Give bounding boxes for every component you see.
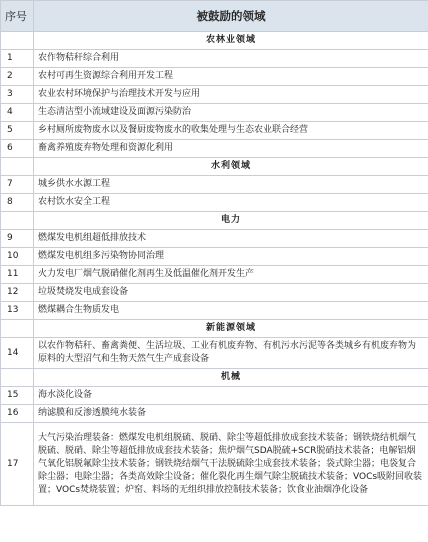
- row-number: 7: [1, 176, 34, 194]
- section-row: [1, 32, 428, 50]
- section-index-empty: [1, 320, 34, 338]
- row-text: 海水淡化设备: [34, 387, 428, 405]
- table-row: [1, 248, 428, 266]
- row-text: 农村饮水安全工程: [34, 194, 428, 212]
- section-title: 电力: [34, 212, 428, 230]
- row-number: 1: [1, 50, 34, 68]
- table-row: [1, 302, 428, 320]
- section-row: [1, 212, 428, 230]
- section-index-empty: [1, 212, 34, 230]
- table-row: [1, 405, 428, 423]
- row-number: 15: [1, 387, 34, 405]
- table-row: [1, 284, 428, 302]
- row-number: 14: [1, 338, 34, 369]
- row-number: 10: [1, 248, 34, 266]
- row-number: 8: [1, 194, 34, 212]
- section-index-empty: [1, 369, 34, 387]
- table-row: [1, 104, 428, 122]
- section-row: [1, 158, 428, 176]
- row-text: 燃煤发电机组多污染物协同治理: [34, 248, 428, 266]
- row-number: 3: [1, 86, 34, 104]
- row-number: 12: [1, 284, 34, 302]
- row-number: 16: [1, 405, 34, 423]
- row-text: 农业农村环境保护与治理技术开发与应用: [34, 86, 428, 104]
- row-number: 2: [1, 68, 34, 86]
- table-row: [1, 423, 428, 506]
- row-text: 燃煤耦合生物质发电: [34, 302, 428, 320]
- header-index: 序号: [1, 1, 34, 32]
- row-text: 燃煤发电机组超低排放技术: [34, 230, 428, 248]
- row-number: 17: [1, 423, 34, 506]
- row-text: 大气污染治理装备：燃煤发电机组脱硫、脱硝、除尘等超低排放成套技术装备；钢铁烧结机烟气脱硫、脱硝、除尘等超低排放成套技术装备；焦炉烟气SDA脱硫+SCR脱硝技术装备；电解铝烟气氧化铝脱氟除尘技术装备；钢铁烧结烟气干法脱硫除尘成套技术装备；袋式除尘器；电袋复合除尘器；电除尘器；各类高效除尘设备；催化裂化再生烟气除尘脱硫技术装备；VOCs吸附回收装置；VOCs焚烧装置；炉窑、料场的无组织排放控制技术装备；饮食业油烟净化设备: [34, 423, 428, 506]
- table-row: [1, 50, 428, 68]
- section-title: 机械: [34, 369, 428, 387]
- row-text: 城乡供水水源工程: [34, 176, 428, 194]
- row-text: 以农作物秸秆、畜禽粪便、生活垃圾、工业有机废弃物、有机污水污泥等各类城乡有机废弃物为原料的大型沼气和生物天然气生产成套设备: [34, 338, 428, 369]
- header-field: 被鼓励的领域: [34, 1, 428, 32]
- table-row: [1, 140, 428, 158]
- table-row: [1, 194, 428, 212]
- row-number: 11: [1, 266, 34, 284]
- section-title: 新能源领域: [34, 320, 428, 338]
- section-title: 农林业领域: [34, 32, 428, 50]
- row-text: 农作物秸秆综合利用: [34, 50, 428, 68]
- table-row: [1, 338, 428, 369]
- table-header-row: [1, 1, 428, 32]
- section-index-empty: [1, 32, 34, 50]
- section-index-empty: [1, 158, 34, 176]
- section-row: [1, 320, 428, 338]
- table-row: [1, 230, 428, 248]
- table-row: [1, 176, 428, 194]
- row-text: 乡村厕所废物废水以及餐厨废物废水的收集处理与生态农业联合经营: [34, 122, 428, 140]
- row-text: 垃圾焚烧发电成套设备: [34, 284, 428, 302]
- row-number: 5: [1, 122, 34, 140]
- row-text: 纳滤膜和反渗透膜纯水装备: [34, 405, 428, 423]
- row-number: 4: [1, 104, 34, 122]
- table-row: [1, 266, 428, 284]
- section-row: [1, 369, 428, 387]
- section-title: 水利领域: [34, 158, 428, 176]
- row-text: 生态清洁型小流域建设及面源污染防治: [34, 104, 428, 122]
- table-row: [1, 68, 428, 86]
- table-row: [1, 387, 428, 405]
- table-row: [1, 122, 428, 140]
- row-text: 农村可再生资源综合利用开发工程: [34, 68, 428, 86]
- row-number: 13: [1, 302, 34, 320]
- table-row: [1, 86, 428, 104]
- row-text: 畜禽养殖废弃物处理和资源化利用: [34, 140, 428, 158]
- row-number: 9: [1, 230, 34, 248]
- row-number: 6: [1, 140, 34, 158]
- row-text: 火力发电厂烟气脱硝催化剂再生及低温催化剂开发生产: [34, 266, 428, 284]
